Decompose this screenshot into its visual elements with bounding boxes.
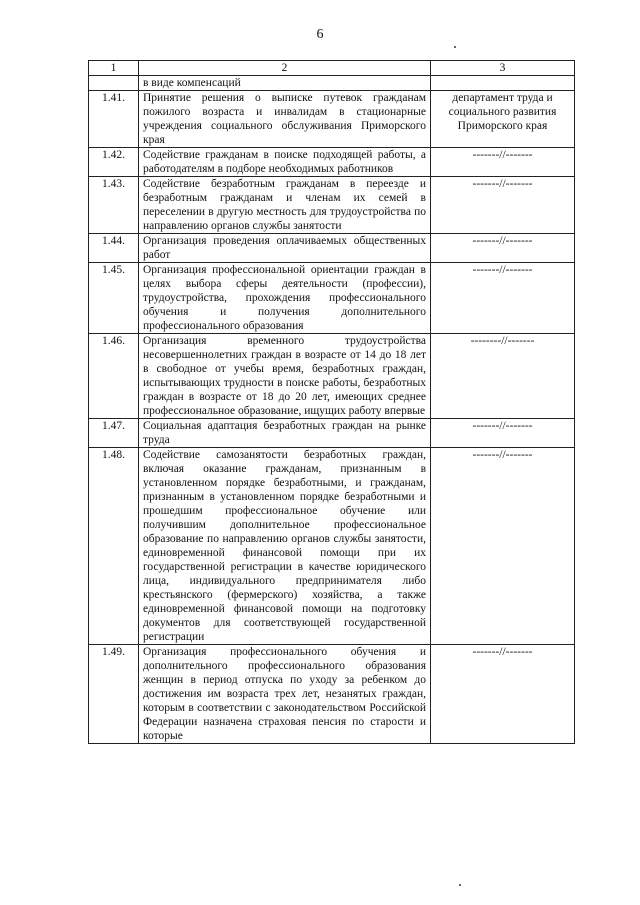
row-text: Содействие гражданам в поиске подходящей работы, а работодателям в подборе необходимых работников bbox=[139, 148, 431, 177]
row-number: 1.41. bbox=[89, 91, 139, 148]
table-row bbox=[89, 263, 575, 334]
row-text: Организация проведения оплачиваемых общественных работ bbox=[139, 234, 431, 263]
table-row bbox=[89, 645, 575, 744]
table-row bbox=[89, 448, 575, 645]
row-responsible: -------//------- bbox=[431, 177, 575, 234]
row-text: Принятие решения о выписке путевок гражданам пожилого возраста и инвалидам в стационарные учреждения социального обслуживания Приморского края bbox=[139, 91, 431, 148]
scan-speck bbox=[454, 46, 456, 48]
table-row bbox=[89, 148, 575, 177]
row-text: Организация профессионального обучения и дополнительного профессионального образования женщин в период отпуска по уходу за ребенком до достижения им возраста трех лет, незанятых граждан, которым в соответствии с законодательством Российской Федерации назначена страховая пенсия по старости и которые bbox=[139, 645, 431, 744]
column-header: 3 bbox=[431, 61, 575, 76]
table-row bbox=[89, 234, 575, 263]
table-header-row bbox=[89, 61, 575, 76]
row-text: Содействие самозанятости безработных граждан, включая оказание гражданам, признанным в установленном порядке безработными, и гражданам, признанным в установленном порядке безработными и прошедшим профессиональное обучение или получившим дополнительное профессиональное образование по направлению органов службы занятости, единовременной финансовой помощи при их государственной регистрации в качестве юридического лица, индивидуального предпринимателя либо крестьянского (фермерского) хозяйства, а также единовременной финансовой помощи на подготовку документов для соответствующей государственной регистрации bbox=[139, 448, 431, 645]
row-number: 1.49. bbox=[89, 645, 139, 744]
row-responsible: департамент труда и социального развития Приморского края bbox=[431, 91, 575, 148]
table-row bbox=[89, 91, 575, 148]
column-header: 1 bbox=[89, 61, 139, 76]
row-responsible: -------//------- bbox=[431, 234, 575, 263]
table-row bbox=[89, 177, 575, 234]
row-responsible: -------//------- bbox=[431, 148, 575, 177]
row-responsible: -------//------- bbox=[431, 448, 575, 645]
table-row bbox=[89, 419, 575, 448]
row-responsible: -------//------- bbox=[431, 263, 575, 334]
row-number: 1.44. bbox=[89, 234, 139, 263]
row-responsible: -------//------- bbox=[431, 419, 575, 448]
row-text: Организация профессиональной ориентации граждан в целях выбора сферы деятельности (профессии), трудоустройства, прохождения профессионального обучения и получения дополнительного профессионального образования bbox=[139, 263, 431, 334]
scan-speck bbox=[459, 884, 461, 886]
row-text: Организация временного трудоустройства несовершеннолетних граждан в возрасте от 14 до 18 лет в свободное от учебы время, безработных граждан, испытывающих трудности в поиске работы, безработных граждан в возрасте от 18 до 20 лет, имеющих среднее профессиональное образование, ищущих работу впервые bbox=[139, 334, 431, 419]
row-text: Социальная адаптация безработных граждан на рынке труда bbox=[139, 419, 431, 448]
row-number bbox=[89, 76, 139, 91]
page-number: 6 bbox=[316, 27, 324, 42]
row-number: 1.48. bbox=[89, 448, 139, 645]
row-number: 1.45. bbox=[89, 263, 139, 334]
services-table bbox=[88, 60, 575, 744]
row-text: Содействие безработным гражданам в переезде и безработным гражданам и членам их семей в переселении в другую местность для трудоустройства по направлению органов службы занятости bbox=[139, 177, 431, 234]
row-responsible: -------//------- bbox=[431, 645, 575, 744]
table-row bbox=[89, 334, 575, 419]
continuation-row bbox=[89, 76, 575, 91]
row-number: 1.46. bbox=[89, 334, 139, 419]
row-number: 1.42. bbox=[89, 148, 139, 177]
row-responsible bbox=[431, 76, 575, 91]
row-text: в виде компенсаций bbox=[139, 76, 431, 91]
row-number: 1.47. bbox=[89, 419, 139, 448]
column-header: 2 bbox=[139, 61, 431, 76]
row-responsible: --------//------- bbox=[431, 334, 575, 419]
row-number: 1.43. bbox=[89, 177, 139, 234]
